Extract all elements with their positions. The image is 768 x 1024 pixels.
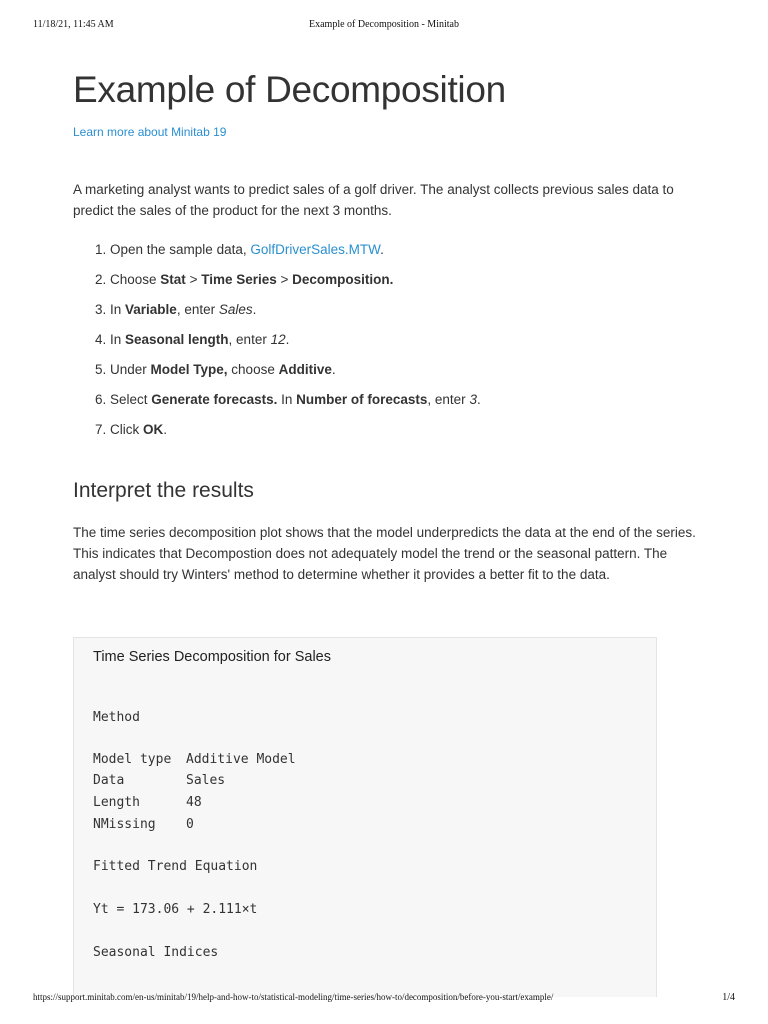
interpret-heading: Interpret the results xyxy=(73,479,254,502)
method-row: NMissing 0 xyxy=(93,817,194,832)
interpret-paragraph: The time series decomposition plot shows that the model underpredicts the data at the end of the series. This indicates that Decompostion does not adequately model the trend or the seasonal pattern. The analyst should try Winters' method to determine whether it provides a better fit to the data. xyxy=(73,525,696,582)
steps-list xyxy=(73,235,701,445)
step-2: 2. Choose Stat > Time Series > Decomposition. xyxy=(110,265,701,295)
method-label: Method xyxy=(93,710,140,725)
step-3: 3. In Variable, enter Sales. xyxy=(110,295,701,325)
sample-data-link[interactable]: GolfDriverSales.MTW xyxy=(250,242,381,257)
print-footer xyxy=(0,992,768,1012)
step-1: 1. Open the sample data, GolfDriverSales.MTW. xyxy=(110,235,701,265)
trend-equation: Yt = 173.06 + 2.111×t xyxy=(93,902,258,917)
step-7: 7. Click OK. xyxy=(110,415,701,445)
seasonal-label: Seasonal Indices xyxy=(93,945,219,960)
method-row: Data Sales xyxy=(93,773,226,788)
print-header xyxy=(0,0,768,40)
print-title: Example of Decomposition - Minitab xyxy=(309,19,459,30)
output-title: Time Series Decomposition for Sales xyxy=(93,649,331,665)
session-output-box xyxy=(73,637,657,997)
step-5: 5. Under Model Type, choose Additive. xyxy=(110,355,701,385)
page-number: 1/4 xyxy=(722,992,735,1003)
page-title: Example of Decomposition xyxy=(73,69,506,110)
method-row: Length 48 xyxy=(93,795,202,810)
trend-label: Fitted Trend Equation xyxy=(93,859,258,874)
intro-paragraph: A marketing analyst wants to predict sales of a golf driver. The analyst collects previous sales data to predict the sales of the product for the next 3 months. xyxy=(73,182,674,218)
print-url: https://support.minitab.com/en-us/minitab/19/help-and-how-to/statistical-modeling/time-series/how-to/decomposition/before-you-start/example/ xyxy=(33,992,554,1002)
print-datetime: 11/18/21, 11:45 AM xyxy=(33,19,114,30)
step-4: 4. In Seasonal length, enter 12. xyxy=(110,325,701,355)
method-row: Model type Additive Model xyxy=(93,752,296,767)
learn-more-link[interactable]: Learn more about Minitab 19 xyxy=(73,125,227,139)
step-6: 6. Select Generate forecasts. In Number of forecasts, enter 3. xyxy=(110,385,701,415)
article xyxy=(73,66,701,585)
